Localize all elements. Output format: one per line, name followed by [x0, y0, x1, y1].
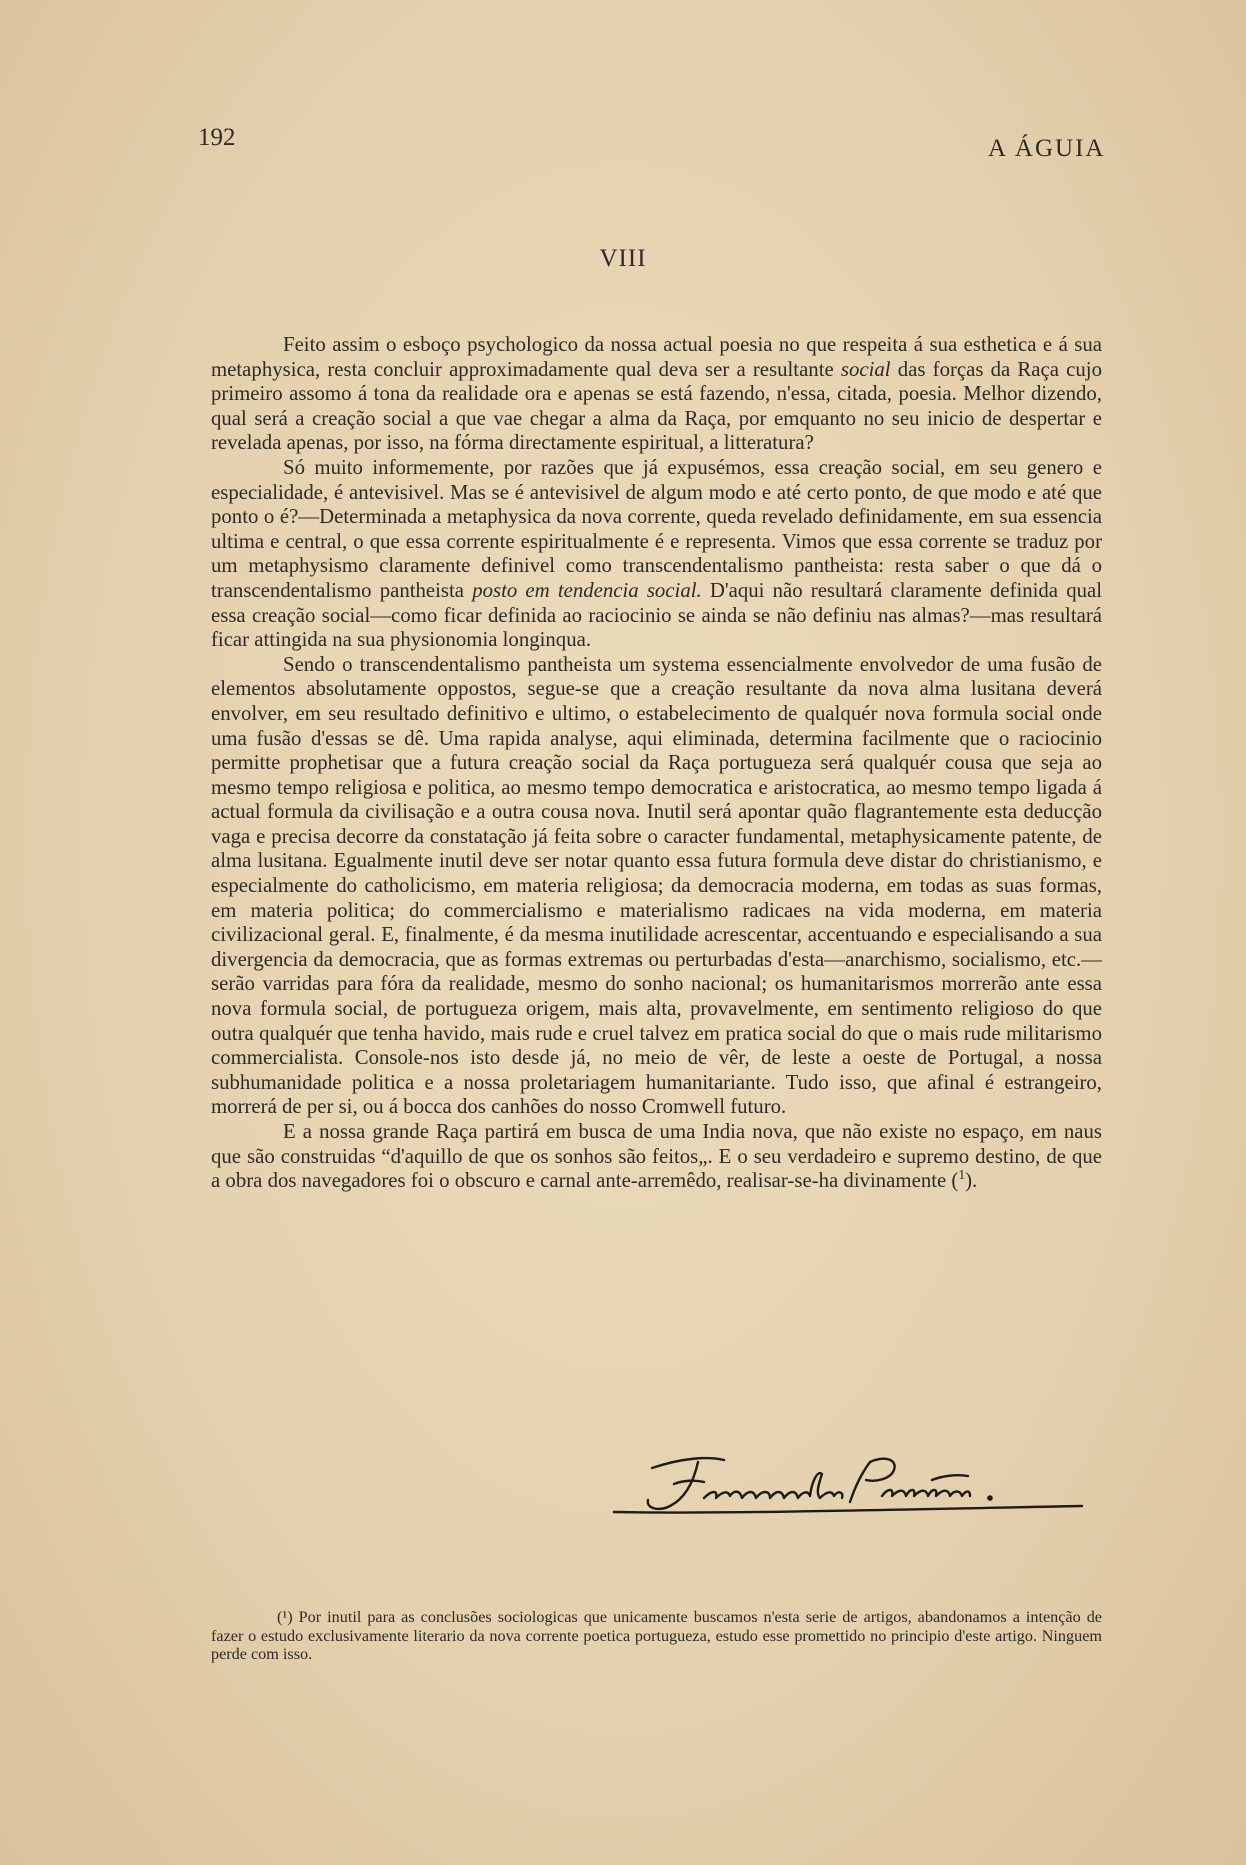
- section-heading: VIII: [599, 245, 647, 272]
- footnote-reference[interactable]: 1: [958, 1167, 966, 1183]
- paragraph-2: [211, 456, 1102, 653]
- running-head: A ÁGUIA: [988, 135, 1106, 162]
- footnote: [211, 1608, 1102, 1664]
- footnote-text: Por inutil para as conclusões sociologicas que unicamente buscamos n'esta serie de artigos, abandonamos a intenção de fazer o estudo exclusivamente literario da nova corrente poetica portugueza, estudo esse promettido no principio d'este artigo. Ninguem perde com isso.: [211, 1608, 1102, 1664]
- paragraph-3: Sendo o transcendentalismo pantheista um systema essencialmente envolvedor de uma fusão de elementos absolutamente oppostos, segue-se que a creação resultante da nova alma lusitana deverá envolver, em seu resultado definitivo e ultimo, o estabelecimento de qualquér nova formula social onde uma fusão d'essas se dê. Uma rapida analyse, aqui eliminada, determina facilmente que o raciocinio permitte prophetisar que a futura creação social da Raça portugueza será qualquér cousa que seja ao mesmo tempo religiosa e politica, ao mesmo tempo democratica e aristocratica, ao mesmo tempo ligada á actual formula da civilisação e a outra cousa nova. Inutil será apontar quão flagrantemente esta deducção vaga e precisa decorre da constatação já feita sobre o caracter fundamental, metaphysicamente patente, de alma lusitana. Egualmente inutil deve ser notar quanto essa futura formula deve distar do christianismo, e especialmente do catholicismo, em materia religiosa; da democracia moderna, em todas as suas formas, em materia politica; do commercialismo e materialismo radicaes na vida moderna, em materia civilizacional geral. E, finalmente, é da mesma inutilidade acrescentar, accentuando e especialisando a sua divergencia da democracia, que as formas extremas ou perturbadas d'esta—anarchismo, socialismo, etc.—serão varridas para fóra da realidade, mesmo do sonho nacional; os humanitarismos morrerão ante essa nova formula social, de portugueza origem, mais alta, provavelmente, em sentimento religioso do que outra qualquér que tenha havido, mais rude e cruel talvez em pratica social do que o mais rude militarismo commercialista. Console-nos isto desde já, no meio de vêr, de leste a oeste de Portugal, a nossa subhumanidade politica e a nossa proletariagem humanitariante. Tudo isso, que afinal é estrangeiro, morrerá de per si, ou á bocca dos canhões do nosso Cromwell futuro.: [211, 652, 1102, 1119]
- article-body: [211, 333, 1102, 1194]
- paragraph-4-text-b: ).: [965, 1169, 978, 1193]
- paragraph-1-text-b: das forças da Raça cujo primeiro assomo á tona da realidade ora e apenas se está fazendo, n'essa, citada, poesia. Melhor dizendo, qual será a creação social a que vae chegar a alma da Raça, por emquanto no seu inicio de despertar e revelada apenas, por isso, na fórma directamente espiritual, a litteratura?: [211, 357, 1102, 455]
- footnote-marker: (¹): [277, 1608, 293, 1626]
- footnote-paragraph: [211, 1608, 1102, 1664]
- paragraph-2-text-a: Só muito informemente, por razões que já expusémos, essa creação social, em seu genero e especialidade, é antevisivel. Mas se é antevisivel de algum modo e até certo ponto, de que modo e até que ponto o é?—Determinada a metaphysica da nova corrente, queda revelado definidamente, em sua essencia ultima e central, o que essa corrente espiritualmente é e representa. Vimos que essa corrente se traduz por um metaphysismo claramente definivel como transcendentalismo pantheista: resta saber o que dá o transcendentalismo pantheista: [211, 455, 1102, 602]
- paragraph-1: [211, 333, 1102, 456]
- signature: [612, 1440, 1092, 1520]
- emphasis-social: social: [840, 357, 891, 381]
- paragraph-2-text-b: D'aqui não resultará claramente definida qual essa creação social—como ficar definida ao raciocinio se ainda se não definiu nas almas?—mas resultará ficar attingida na sua physionomia longinqua.: [211, 578, 1102, 652]
- page-number: 192: [198, 124, 236, 151]
- paragraph-4: [211, 1120, 1102, 1194]
- paragraph-4-text-a: E a nossa grande Raça partirá em busca de uma India nova, que não existe no espaço, em naus que são construidas “d'aquillo de que os sonhos são feitos„. E o seu verdadeiro e supremo destino, de que a obra dos navegadores foi o obscuro e carnal ante-arremêdo, realisar-se-ha divinamente (: [211, 1120, 1102, 1193]
- paragraph-1-text-a: Feito assim o esboço psychologico da nossa actual poesia no que respeita á sua esthetica e á sua metaphysica, resta concluir approximadamente qual deva ser a resultante: [211, 333, 1102, 381]
- emphasis-posto-em-tendencia: posto em tendencia social.: [472, 578, 702, 602]
